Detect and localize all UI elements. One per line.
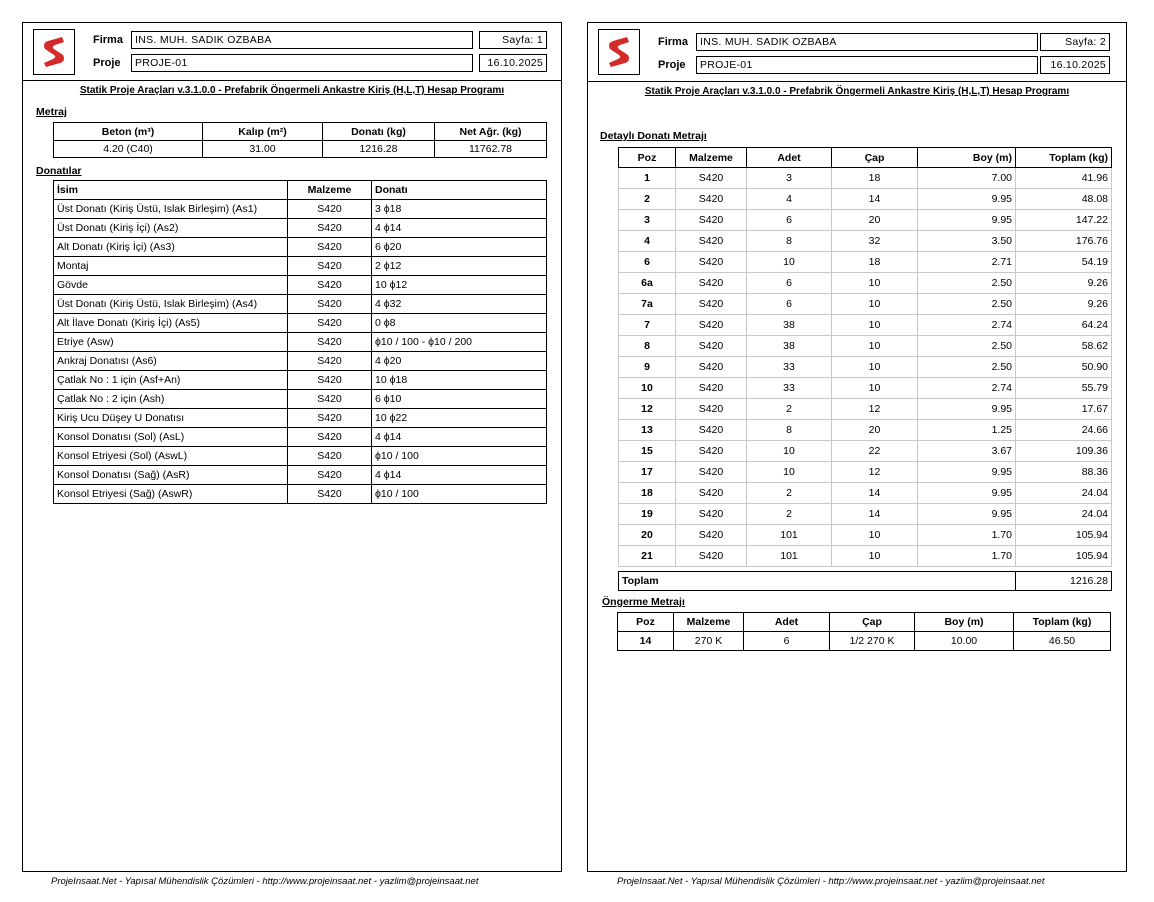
- adet-cell: 101: [747, 525, 832, 546]
- toplam-cell: 109.36: [1016, 441, 1112, 462]
- malzeme-cell: S420: [676, 336, 747, 357]
- donati-value: 10 ϕ18: [372, 371, 547, 390]
- donati-value: 4 ϕ14: [372, 428, 547, 447]
- table-row: [619, 315, 1112, 336]
- program-title: Statik Proje Araçları v.3.1.0.0 - Prefabrik Öngermeli Ankastre Kiriş (H,L,T) Hesap Programı: [79, 85, 505, 96]
- s-logo-icon: [605, 35, 633, 69]
- boy-cell: 1.70: [918, 546, 1016, 567]
- boy-cell: 3.67: [918, 441, 1016, 462]
- donati-name: Konsol Donatısı (Sağ) (AsR): [54, 466, 288, 485]
- total-label: Toplam: [619, 572, 1016, 591]
- donati-name: Üst Donatı (Kiriş Üstü, Islak Birleşim) (As4): [54, 295, 288, 314]
- donati-material: S420: [288, 219, 372, 238]
- s-logo-icon: [40, 35, 68, 69]
- metraj-net-agirlik: 11762.78: [435, 141, 547, 158]
- donati-value: 6 ϕ10: [372, 390, 547, 409]
- report-date: 16.10.2025: [1040, 56, 1110, 74]
- cap-cell: 10: [832, 378, 918, 399]
- table-row: [54, 447, 547, 466]
- table-row: [54, 333, 547, 352]
- poz-cell: 9: [619, 357, 676, 378]
- boy-cell: 9.95: [918, 399, 1016, 420]
- poz-cell: 1: [619, 168, 676, 189]
- donati-material: S420: [288, 257, 372, 276]
- malzeme-cell: S420: [676, 252, 747, 273]
- table-row: [54, 257, 547, 276]
- table-row: [619, 441, 1112, 462]
- toplam-cell: 64.24: [1016, 315, 1112, 336]
- poz-cell: 6a: [619, 273, 676, 294]
- boy-cell: 2.50: [918, 357, 1016, 378]
- toplam-cell: 17.67: [1016, 399, 1112, 420]
- donati-name: Gövde: [54, 276, 288, 295]
- boy-cell: 9.95: [918, 483, 1016, 504]
- boy-cell: 2.50: [918, 273, 1016, 294]
- firma-label: Firma: [658, 36, 688, 48]
- toplam-cell: 41.96: [1016, 168, 1112, 189]
- poz-cell: 20: [619, 525, 676, 546]
- adet-cell: 8: [747, 420, 832, 441]
- boy-cell: 9.95: [918, 504, 1016, 525]
- toplam-cell: 88.36: [1016, 462, 1112, 483]
- donati-value: 10 ϕ12: [372, 276, 547, 295]
- donati-name: Ankraj Donatısı (As6): [54, 352, 288, 371]
- poz-cell: 3: [619, 210, 676, 231]
- table-row: [619, 168, 1112, 189]
- detayli-header: Boy (m): [918, 148, 1016, 168]
- donati-name: Konsol Etriyesi (Sol) (AswL): [54, 447, 288, 466]
- metraj-kalip: 31.00: [203, 141, 323, 158]
- table-row: [54, 238, 547, 257]
- malzeme-cell: S420: [676, 420, 747, 441]
- toplam-cell: 55.79: [1016, 378, 1112, 399]
- metraj-donati: 1216.28: [323, 141, 435, 158]
- poz-cell: 8: [619, 336, 676, 357]
- detayli-total-table: [618, 571, 1112, 591]
- ongerme-header: Adet: [744, 613, 830, 632]
- donati-name: Üst Donatı (Kiriş İçi) (As2): [54, 219, 288, 238]
- adet-cell: 33: [747, 357, 832, 378]
- malzeme-cell: S420: [676, 210, 747, 231]
- table-row: [619, 357, 1112, 378]
- cap-cell: 14: [832, 483, 918, 504]
- metraj-title: Metraj: [36, 106, 67, 118]
- donati-name: Alt Donatı (Kiriş İçi) (As3): [54, 238, 288, 257]
- detayli-header: Toplam (kg): [1016, 148, 1112, 168]
- table-row: [54, 371, 547, 390]
- malzeme-cell: S420: [676, 504, 747, 525]
- toplam-cell: 9.26: [1016, 294, 1112, 315]
- ongerme-table: [617, 612, 1111, 651]
- poz-cell: 7a: [619, 294, 676, 315]
- firma-value: INS. MUH. SADIK OZBABA: [131, 31, 473, 49]
- table-row: [54, 409, 547, 428]
- poz-cell: 10: [619, 378, 676, 399]
- report-date: 16.10.2025: [479, 54, 547, 72]
- donati-value: 6 ϕ20: [372, 238, 547, 257]
- table-row: [619, 294, 1112, 315]
- table-row: [619, 231, 1112, 252]
- poz-cell: 7: [619, 315, 676, 336]
- cap-cell: 12: [832, 462, 918, 483]
- adet-cell: 6: [747, 294, 832, 315]
- poz-cell: 13: [619, 420, 676, 441]
- header-divider: [23, 80, 561, 81]
- page-number: Sayfa: 2: [1040, 33, 1110, 51]
- program-title: Statik Proje Araçları v.3.1.0.0 - Prefabrik Öngermeli Ankastre Kiriş (H,L,T) Hesap Programı: [644, 86, 1070, 97]
- proje-value: PROJE-01: [696, 56, 1038, 74]
- toplam-cell: 54.19: [1016, 252, 1112, 273]
- cap-cell: 18: [832, 168, 918, 189]
- malzeme-cell: S420: [676, 399, 747, 420]
- boy-cell: 7.00: [918, 168, 1016, 189]
- poz-cell: 21: [619, 546, 676, 567]
- donati-material: S420: [288, 447, 372, 466]
- donatilar-table: [53, 180, 547, 504]
- boy-cell: 10.00: [915, 632, 1014, 651]
- detayli-header: Poz: [619, 148, 676, 168]
- donati-value: ϕ10 / 100 - ϕ10 / 200: [372, 333, 547, 352]
- boy-cell: 2.74: [918, 315, 1016, 336]
- boy-cell: 1.25: [918, 420, 1016, 441]
- table-row: [619, 273, 1112, 294]
- adet-cell: 2: [747, 399, 832, 420]
- metraj-header: Donatı (kg): [323, 123, 435, 141]
- table-row: [54, 200, 547, 219]
- donati-name: Çatlak No : 2 için (Ash): [54, 390, 288, 409]
- cap-cell: 10: [832, 525, 918, 546]
- boy-cell: 9.95: [918, 462, 1016, 483]
- toplam-cell: 58.62: [1016, 336, 1112, 357]
- company-logo: [598, 29, 640, 75]
- cap-cell: 10: [832, 357, 918, 378]
- toplam-cell: 147.22: [1016, 210, 1112, 231]
- toplam-cell: 105.94: [1016, 525, 1112, 546]
- proje-label: Proje: [93, 57, 121, 69]
- donati-material: S420: [288, 409, 372, 428]
- donati-material: S420: [288, 314, 372, 333]
- malzeme-cell: S420: [676, 378, 747, 399]
- table-row: [54, 466, 547, 485]
- malzeme-cell: S420: [676, 525, 747, 546]
- adet-cell: 10: [747, 441, 832, 462]
- poz-cell: 19: [619, 504, 676, 525]
- donati-value: 0 ϕ8: [372, 314, 547, 333]
- adet-cell: 8: [747, 231, 832, 252]
- table-row: [619, 399, 1112, 420]
- donati-value: 4 ϕ14: [372, 219, 547, 238]
- cap-cell: 20: [832, 420, 918, 441]
- cap-cell: 14: [832, 504, 918, 525]
- ongerme-title: Öngerme Metrajı: [602, 596, 685, 608]
- donati-value: 4 ϕ32: [372, 295, 547, 314]
- adet-cell: 101: [747, 546, 832, 567]
- donati-material: S420: [288, 200, 372, 219]
- proje-label: Proje: [658, 59, 686, 71]
- donati-material: S420: [288, 371, 372, 390]
- toplam-cell: 105.94: [1016, 546, 1112, 567]
- donati-name: Konsol Etriyesi (Sağ) (AswR): [54, 485, 288, 504]
- donati-value: 10 ϕ22: [372, 409, 547, 428]
- malzeme-cell: S420: [676, 273, 747, 294]
- table-row: [54, 219, 547, 238]
- donatilar-header: İsim: [54, 181, 288, 200]
- poz-cell: 12: [619, 399, 676, 420]
- poz-cell: 14: [618, 632, 674, 651]
- donati-value: 4 ϕ20: [372, 352, 547, 371]
- metraj-beton: 4.20 (C40): [54, 141, 203, 158]
- ongerme-header: Toplam (kg): [1014, 613, 1111, 632]
- total-value: 1216.28: [1016, 572, 1112, 591]
- table-row: [619, 462, 1112, 483]
- donati-name: Alt İlave Donatı (Kiriş İçi) (As5): [54, 314, 288, 333]
- ongerme-header: Malzeme: [674, 613, 744, 632]
- table-row: [54, 428, 547, 447]
- malzeme-cell: S420: [676, 462, 747, 483]
- cap-cell: 14: [832, 189, 918, 210]
- donati-value: ϕ10 / 100: [372, 447, 547, 466]
- firma-value: INS. MUH. SADIK OZBABA: [696, 33, 1038, 51]
- donati-name: Çatlak No : 1 için (Asf+An): [54, 371, 288, 390]
- malzeme-cell: S420: [676, 315, 747, 336]
- adet-cell: 3: [747, 168, 832, 189]
- table-row: [54, 352, 547, 371]
- donati-value: 4 ϕ14: [372, 466, 547, 485]
- detayli-header: Çap: [832, 148, 918, 168]
- cap-cell: 32: [832, 231, 918, 252]
- cap-cell: 10: [832, 273, 918, 294]
- malzeme-cell: S420: [676, 357, 747, 378]
- adet-cell: 38: [747, 336, 832, 357]
- donati-name: Konsol Donatısı (Sol) (AsL): [54, 428, 288, 447]
- metraj-header: Beton (m³): [54, 123, 203, 141]
- detayli-title: Detaylı Donatı Metrajı: [600, 130, 707, 142]
- table-row: [619, 546, 1112, 567]
- proje-value: PROJE-01: [131, 54, 473, 72]
- donatilar-header: Donatı: [372, 181, 547, 200]
- table-row: [619, 210, 1112, 231]
- page-1-footer: ProjeInsaat.Net - Yapısal Mühendislik Çözümleri - http://www.projeinsaat.net - yazlim@projeinsaat.net: [51, 876, 479, 887]
- firma-label: Firma: [93, 34, 123, 46]
- donati-name: Kiriş Ucu Düşey U Donatısı: [54, 409, 288, 428]
- table-row: [54, 390, 547, 409]
- boy-cell: 9.95: [918, 210, 1016, 231]
- donatilar-header: Malzeme: [288, 181, 372, 200]
- adet-cell: 2: [747, 504, 832, 525]
- cap-cell: 10: [832, 546, 918, 567]
- metraj-header: Net Ağr. (kg): [435, 123, 547, 141]
- table-row: [619, 336, 1112, 357]
- metraj-table: [53, 122, 547, 158]
- donati-value: 2 ϕ12: [372, 257, 547, 276]
- donati-material: S420: [288, 276, 372, 295]
- table-row: [619, 525, 1112, 546]
- table-row: [54, 276, 547, 295]
- poz-cell: 6: [619, 252, 676, 273]
- adet-cell: 4: [747, 189, 832, 210]
- detayli-header: Adet: [747, 148, 832, 168]
- malzeme-cell: S420: [676, 546, 747, 567]
- adet-cell: 38: [747, 315, 832, 336]
- table-row: [619, 420, 1112, 441]
- malzeme-cell: S420: [676, 483, 747, 504]
- donati-material: S420: [288, 333, 372, 352]
- detayli-header: Malzeme: [676, 148, 747, 168]
- page-2-footer: ProjeInsaat.Net - Yapısal Mühendislik Çözümleri - http://www.projeinsaat.net - yazlim@projeinsaat.net: [617, 876, 1045, 887]
- table-row: [619, 378, 1112, 399]
- table-row: [54, 314, 547, 333]
- cap-cell: 20: [832, 210, 918, 231]
- toplam-cell: 24.04: [1016, 504, 1112, 525]
- donatilar-title: Donatılar: [36, 165, 82, 177]
- donati-material: S420: [288, 428, 372, 447]
- cap-cell: 10: [832, 336, 918, 357]
- malzeme-cell: S420: [676, 294, 747, 315]
- table-row: [619, 483, 1112, 504]
- boy-cell: 2.50: [918, 336, 1016, 357]
- table-row: [54, 485, 547, 504]
- report-page-2: [587, 22, 1127, 872]
- toplam-cell: 24.04: [1016, 483, 1112, 504]
- toplam-cell: 176.76: [1016, 231, 1112, 252]
- table-row: [54, 295, 547, 314]
- adet-cell: 2: [747, 483, 832, 504]
- cap-cell: 10: [832, 315, 918, 336]
- ongerme-header: Boy (m): [915, 613, 1014, 632]
- table-row: [619, 252, 1112, 273]
- header-divider: [588, 81, 1126, 82]
- donati-material: S420: [288, 238, 372, 257]
- boy-cell: 2.71: [918, 252, 1016, 273]
- donati-value: ϕ10 / 100: [372, 485, 547, 504]
- adet-cell: 10: [747, 252, 832, 273]
- donati-material: S420: [288, 390, 372, 409]
- ongerme-header: Çap: [830, 613, 915, 632]
- toplam-cell: 9.26: [1016, 273, 1112, 294]
- poz-cell: 15: [619, 441, 676, 462]
- malzeme-cell: S420: [676, 189, 747, 210]
- donati-material: S420: [288, 295, 372, 314]
- cap-cell: 12: [832, 399, 918, 420]
- adet-cell: 33: [747, 378, 832, 399]
- table-row: [619, 189, 1112, 210]
- poz-cell: 4: [619, 231, 676, 252]
- malzeme-cell: S420: [676, 441, 747, 462]
- donati-name: Etriye (Asw): [54, 333, 288, 352]
- malzeme-cell: S420: [676, 231, 747, 252]
- table-row: [619, 504, 1112, 525]
- poz-cell: 18: [619, 483, 676, 504]
- adet-cell: 6: [747, 273, 832, 294]
- adet-cell: 6: [744, 632, 830, 651]
- malzeme-cell: S420: [676, 168, 747, 189]
- toplam-cell: 48.08: [1016, 189, 1112, 210]
- company-logo: [33, 29, 75, 75]
- boy-cell: 2.74: [918, 378, 1016, 399]
- donati-value: 3 ϕ18: [372, 200, 547, 219]
- cap-cell: 22: [832, 441, 918, 462]
- boy-cell: 1.70: [918, 525, 1016, 546]
- donati-name: Montaj: [54, 257, 288, 276]
- cap-cell: 18: [832, 252, 918, 273]
- malzeme-cell: 270 K: [674, 632, 744, 651]
- donati-material: S420: [288, 466, 372, 485]
- detayli-table: [618, 147, 1112, 567]
- poz-cell: 2: [619, 189, 676, 210]
- adet-cell: 10: [747, 462, 832, 483]
- adet-cell: 6: [747, 210, 832, 231]
- donati-name: Üst Donatı (Kiriş Üstü, Islak Birleşim) (As1): [54, 200, 288, 219]
- ongerme-header: Poz: [618, 613, 674, 632]
- toplam-cell: 24.66: [1016, 420, 1112, 441]
- toplam-cell: 46.50: [1014, 632, 1111, 651]
- report-page-1: [22, 22, 562, 872]
- boy-cell: 9.95: [918, 189, 1016, 210]
- donati-material: S420: [288, 352, 372, 371]
- toplam-cell: 50.90: [1016, 357, 1112, 378]
- poz-cell: 17: [619, 462, 676, 483]
- boy-cell: 3.50: [918, 231, 1016, 252]
- table-row: [618, 632, 1111, 651]
- boy-cell: 2.50: [918, 294, 1016, 315]
- cap-cell: 1/2 270 K: [830, 632, 915, 651]
- donati-material: S420: [288, 485, 372, 504]
- metraj-header: Kalıp (m²): [203, 123, 323, 141]
- cap-cell: 10: [832, 294, 918, 315]
- page-number: Sayfa: 1: [479, 31, 547, 49]
